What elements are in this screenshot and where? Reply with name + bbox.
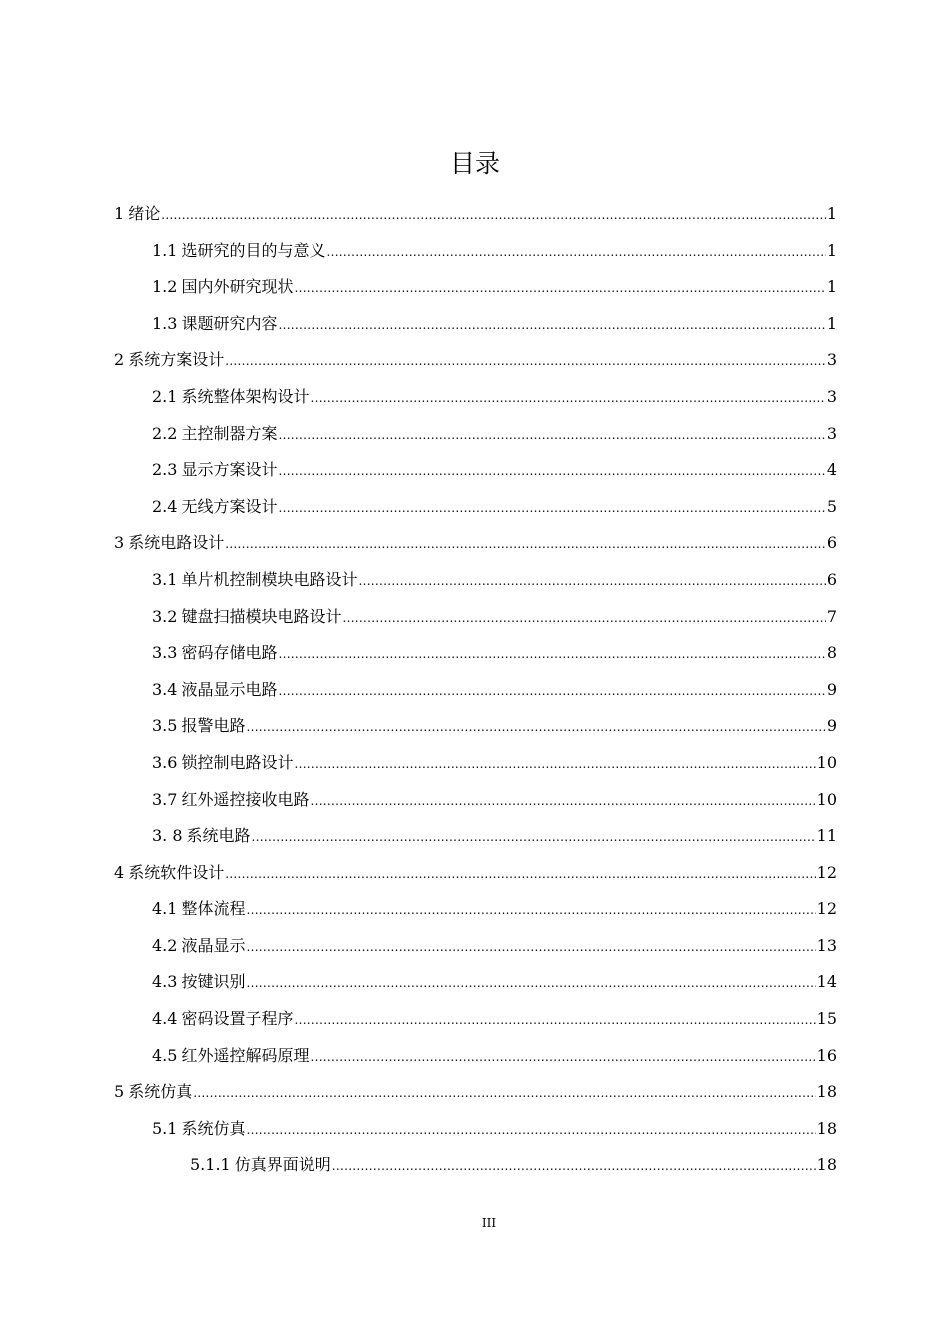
toc-entry-title: 选研究的目的与意义 [181, 240, 326, 260]
toc-dot-leader [278, 636, 825, 673]
toc-dot-leader [246, 709, 825, 746]
toc-entry-number: 4.5 [152, 1045, 178, 1065]
toc-entry-page: 18 [816, 1082, 837, 1102]
toc-entry-title: 系统整体架构设计 [181, 386, 310, 406]
toc-dot-leader [246, 1112, 815, 1149]
toc-entry-page: 3 [826, 423, 837, 443]
toc-entry[interactable] [114, 708, 837, 745]
toc-entry[interactable] [114, 379, 837, 416]
toc-entry[interactable] [114, 964, 837, 1001]
toc-entry[interactable] [114, 891, 837, 928]
toc-dot-leader [332, 1148, 816, 1185]
toc-entry-title: 密码设置子程序 [181, 1009, 294, 1029]
toc-entry[interactable] [114, 1111, 837, 1148]
toc-entry-title: 系统方案设计 [128, 350, 225, 370]
toc-dot-leader [342, 600, 825, 637]
toc-entry[interactable] [114, 525, 837, 562]
toc-entry-number: 5 [114, 1082, 125, 1102]
toc-dot-leader [193, 1075, 815, 1112]
toc-entry-number: 3.1 [152, 569, 178, 589]
toc-entry-number: 2.4 [152, 496, 178, 516]
toc-entry-title: 键盘扫描模块电路设计 [181, 606, 342, 626]
toc-entry[interactable] [114, 599, 837, 636]
toc-entry-page: 15 [816, 1009, 837, 1029]
toc-entry-page: 10 [816, 789, 837, 809]
toc-entry-number: 3.7 [152, 789, 178, 809]
toc-entry-page: 18 [816, 1118, 837, 1138]
toc-entry[interactable] [114, 233, 837, 270]
toc-entry-page: 6 [826, 533, 837, 553]
toc-entry-title: 系统电路设计 [128, 533, 225, 553]
toc-entry-number: 3.5 [152, 716, 178, 736]
toc-entry-page: 5 [826, 496, 837, 516]
toc-entry-page: 7 [826, 606, 837, 626]
toc-dot-leader [278, 307, 825, 344]
toc-entry-number: 4.2 [152, 935, 178, 955]
toc-entry[interactable] [114, 818, 837, 855]
toc-entry-number: 3.4 [152, 679, 178, 699]
toc-entry-title: 绪论 [128, 204, 161, 223]
toc-entry-title: 红外遥控接收电路 [181, 789, 310, 809]
toc-entry-title: 课题研究内容 [181, 313, 278, 333]
toc-entry-page: 10 [816, 752, 837, 772]
toc-entry-title: 系统仿真 [181, 1118, 246, 1138]
page-title: 目录 [449, 149, 500, 178]
toc-entry-number: 1.2 [152, 277, 178, 297]
toc-entry-number: 1 [114, 204, 125, 223]
table-of-contents [114, 196, 837, 1184]
toc-entry-title: 按键识别 [181, 972, 246, 992]
toc-entry[interactable] [114, 635, 837, 672]
toc-entry-number: 3.3 [152, 643, 178, 663]
toc-entry[interactable] [114, 1147, 837, 1184]
toc-entry-page: 9 [826, 679, 837, 699]
toc-dot-leader [278, 417, 825, 454]
toc-entry-title: 显示方案设计 [181, 460, 278, 480]
toc-entry-title: 国内外研究现状 [181, 277, 294, 297]
toc-entry-number: 4 [114, 862, 125, 882]
toc-entry-title: 密码存储电路 [181, 643, 278, 663]
toc-dot-leader [358, 563, 825, 600]
toc-entry-number: 2.3 [152, 460, 178, 480]
toc-entry-page: 18 [816, 1155, 837, 1175]
toc-entry[interactable] [114, 416, 837, 453]
toc-dot-leader [225, 526, 826, 563]
toc-entry-page: 11 [816, 826, 837, 846]
toc-entry-number: 1.1 [152, 240, 178, 260]
toc-entry-number: 5.1.1 [190, 1155, 231, 1175]
toc-entry-number: 5.1 [152, 1118, 178, 1138]
toc-entry-number: 3 [114, 533, 125, 553]
toc-entry-page: 1 [826, 240, 837, 260]
toc-entry[interactable] [114, 855, 837, 892]
toc-entry-number: 3. 8 [152, 826, 183, 846]
toc-dot-leader [252, 819, 816, 856]
toc-dot-leader [294, 1002, 815, 1039]
toc-entry[interactable] [114, 342, 837, 379]
toc-dot-leader [310, 1039, 815, 1076]
toc-dot-leader [246, 892, 815, 929]
toc-entry[interactable] [114, 928, 837, 965]
toc-entry[interactable] [114, 1001, 837, 1038]
toc-entry-title: 无线方案设计 [181, 496, 278, 516]
toc-entry-page: 3 [826, 386, 837, 406]
toc-entry-page: 12 [816, 899, 837, 919]
toc-entry-number: 2.1 [152, 386, 178, 406]
toc-dot-leader [310, 783, 815, 820]
toc-entry-page: 6 [826, 569, 837, 589]
toc-dot-leader [294, 270, 825, 307]
toc-entry[interactable] [114, 489, 837, 526]
toc-entry-page: 1 [826, 277, 837, 297]
page-number: III [481, 1216, 497, 1230]
toc-entry-number: 4.4 [152, 1009, 178, 1029]
toc-entry-title: 整体流程 [181, 899, 246, 919]
toc-entry-number: 2.2 [152, 423, 178, 443]
toc-dot-leader [294, 746, 815, 783]
toc-entry-page: 9 [826, 716, 837, 736]
toc-entry-title: 锁控制电路设计 [181, 752, 294, 772]
toc-dot-leader [246, 929, 815, 966]
toc-entry[interactable] [114, 196, 837, 233]
toc-entry-title: 报警电路 [181, 716, 246, 736]
toc-entry-page: 13 [816, 935, 837, 955]
toc-dot-leader [278, 453, 825, 490]
toc-entry-number: 4.3 [152, 972, 178, 992]
toc-entry-page: 1 [826, 313, 837, 333]
toc-entry[interactable] [114, 782, 837, 819]
toc-entry[interactable] [114, 745, 837, 782]
toc-dot-leader [161, 197, 826, 234]
toc-entry-number: 1.3 [152, 313, 178, 333]
toc-entry-number: 3.2 [152, 606, 178, 626]
toc-entry-number: 2 [114, 350, 125, 370]
toc-entry[interactable] [114, 452, 837, 489]
toc-entry-number: 4.1 [152, 899, 178, 919]
toc-entry-title: 液晶显示 [181, 935, 246, 955]
toc-entry-page: 4 [826, 460, 837, 480]
toc-entry-number: 3.6 [152, 752, 178, 772]
toc-dot-leader [310, 380, 825, 417]
toc-entry[interactable] [114, 1038, 837, 1075]
toc-entry-page: 3 [826, 350, 837, 370]
toc-dot-leader [278, 490, 825, 527]
toc-entry-title: 单片机控制模块电路设计 [181, 569, 358, 589]
toc-dot-leader [246, 965, 815, 1002]
toc-entry-page: 14 [816, 972, 837, 992]
toc-entry-page: 1 [826, 204, 837, 223]
toc-entry[interactable] [114, 269, 837, 306]
toc-entry-title: 系统仿真 [128, 1082, 193, 1102]
toc-entry[interactable] [114, 562, 837, 599]
toc-entry-page: 12 [816, 862, 837, 882]
toc-dot-leader [225, 856, 815, 893]
toc-dot-leader [326, 234, 825, 271]
toc-entry-page: 8 [826, 643, 837, 663]
toc-entry-page: 16 [816, 1045, 837, 1065]
toc-entry-title: 仿真界面说明 [234, 1155, 331, 1175]
toc-entry-title: 液晶显示电路 [181, 679, 278, 699]
toc-entry[interactable] [114, 672, 837, 709]
toc-entry-title: 系统电路 [186, 826, 251, 846]
toc-entry-title: 红外遥控解码原理 [181, 1045, 310, 1065]
toc-dot-leader [225, 343, 826, 380]
toc-entry[interactable] [114, 306, 837, 343]
toc-dot-leader [278, 673, 825, 710]
toc-entry[interactable] [114, 1074, 837, 1111]
toc-entry-title: 主控制器方案 [181, 423, 278, 443]
toc-entry-title: 系统软件设计 [128, 862, 225, 882]
